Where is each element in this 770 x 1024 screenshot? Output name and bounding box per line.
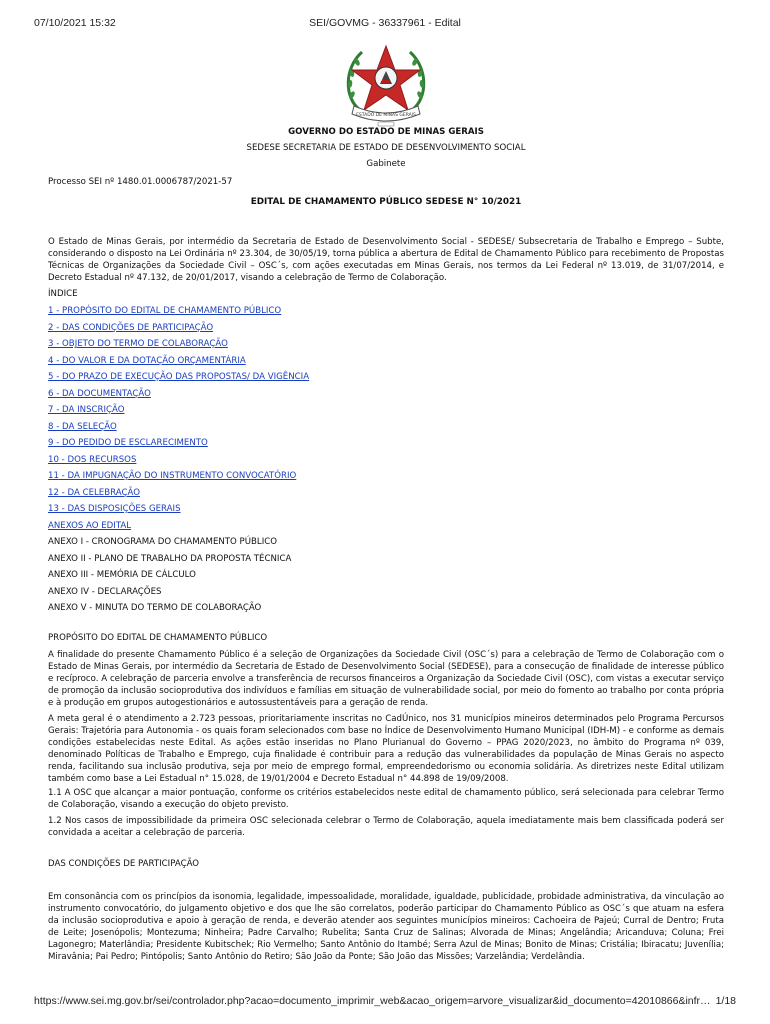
print-datetime: 07/10/2021 15:32 <box>34 17 116 29</box>
annex-item: ANEXO II - PLANO DE TRABALHO DA PROPOSTA TÉCNICA <box>48 553 292 564</box>
annex-item: ANEXO IV - DECLARAÇÕES <box>48 586 162 597</box>
government-name: GOVERNO DO ESTADO DE MINAS GERAIS <box>288 127 484 137</box>
index-link-13[interactable]: 13 - DAS DISPOSIÇÕES GERAIS <box>48 504 181 514</box>
print-page-title: SEI/GOVMG - 36337961 - Edital <box>309 17 461 29</box>
print-footer <box>0 995 770 1015</box>
index-list <box>48 303 724 617</box>
index-link-2[interactable]: 2 - DAS CONDIÇÕES DE PARTICIPAÇÃO <box>48 322 214 333</box>
process-number: Processo SEI nº 1480.01.0006787/2021-57 <box>48 177 233 187</box>
index-heading: ÍNDICE <box>48 289 78 299</box>
section1-clause-1-2: 1.2 Nos casos de impossibilidade da primeira OSC selecionada celebrar o Termo de Colaboração, aquela imediatamente mais bem classificada poderá ser convidada a aceitar a celebração de parceria. <box>48 816 724 838</box>
secretariat-name: SEDESE SECRETARIA DE ESTADO DE DESENVOLVIMENTO SOCIAL <box>246 143 526 153</box>
annex-item: ANEXO V - MINUTA DO TERMO DE COLABORAÇÃO <box>48 603 262 613</box>
section1-paragraph: A meta geral é o atendimento a 2.723 pessoas, prioritariamente inscritas no CadÚnico, nos 31 municípios mineiros determinados pelo Programa Percursos Gerais: Trajetória para Autonomia - os quais foram selecionados com base no Índice de Desenvolvimento Humano Municipal (IDH-M) - e conforme as demais condições estabelecidas neste Edital. As ações estão inseridas no Plano Plurianual do Governo – PPAG 2020/2023, no âmbito do Programa nº 039, denominado Políticas de Trabalho e Emprego, cuja finalidade é contribuir para a redução das vulnerabilidades da população de Minas Gerais no aspecto renda, facilitando sua inclusão produtiva, seja por meio de emprego formal, empreendedorismo ou economia solidária. As diretrizes neste Edital utilizam também como base a Lei Estadual n° 15.028, de 19/01/2004 e Decreto Estadual n° 44.898 de 19/09/2008. <box>48 714 724 784</box>
section2-title: DAS CONDIÇÕES DE PARTICIPAÇÃO <box>48 859 200 869</box>
annex-item: ANEXO III - MEMÓRIA DE CÁLCULO <box>48 570 196 580</box>
index-link-1[interactable]: 1 - PROPÓSITO DO EDITAL DE CHAMAMENTO PÚBLICO <box>48 306 282 316</box>
print-header <box>0 0 770 40</box>
index-link-7[interactable]: 7 - DA INSCRIÇÃO <box>48 405 125 415</box>
office-name: Gabinete <box>366 159 406 169</box>
index-link-9[interactable]: 9 - DO PEDIDO DE ESCLARECIMENTO <box>48 438 208 448</box>
annex-item: ANEXO I - CRONOGRAMA DO CHAMAMENTO PÚBLICO <box>48 537 278 547</box>
index-link-11[interactable]: 11 - DA IMPUGNAÇÃO DO INSTRUMENTO CONVOCATÓRIO <box>48 471 297 481</box>
section1-paragraph: A finalidade do presente Chamamento Público é a seleção de Organizações da Sociedade Civil (OSC´s) para a celebração de Termo de Colaboração com o Estado de Minas Gerais, por intermédio da Secretaria de Estado de Desenvolvimento Social (SEDESE), para a consecução de finalidade de interesse público e recíproco. A celebração de parceria envolve a transferência de recursos financeiros a Organização da Sociedade Civil (OSC), com vistas a executar serviço de promoção da inclusão socioprodutiva dos indivíduos e famílias em situação de vulnerabilidade social, por meio do fomento ao trabalho por conta própria e à produção em grupos autogestionários e autossustentáveis para a geração de renda. <box>48 650 724 708</box>
state-coat-of-arms-icon <box>338 40 434 130</box>
section1-title: PROPÓSITO DO EDITAL DE CHAMAMENTO PÚBLICO <box>48 633 268 643</box>
index-link-annexes[interactable]: ANEXOS AO EDITAL <box>48 520 132 531</box>
print-url: https://www.sei.mg.gov.br/sei/controlador.php?acao=documento_imprimir_web&acao_origem=arvore_visualizar&id_documento=42010866&infr… <box>34 995 711 1007</box>
index-link-3[interactable]: 3 - OBJETO DO TERMO DE COLABORAÇÃO <box>48 339 228 349</box>
intro-paragraph: O Estado de Minas Gerais, por intermédio da Secretaria de Estado de Desenvolvimento Social - SEDESE/ Subsecretaria de Trabalho e Emprego – Subte, considerando o disposto na Lei Ordinária nº 23.304, de 30/05/19, torna pública a abertura de Edital de Chamamento Público para recebimento de Propostas Técnicas de Organizações da Sociedade Civil – OSC´s, com ações executadas em Minas Gerais, nos termos da Lei Federal nº 13.019, de 31/07/2014, e Decreto Estadual nº 47.132, de 20/01/2017, visando a celebração de Termo de Colaboração. <box>48 237 724 283</box>
index-link-10[interactable]: 10 - DOS RECURSOS <box>48 454 137 465</box>
svg-text:ESTADO DE MINAS GERAIS: ESTADO DE MINAS GERAIS <box>356 113 416 118</box>
page-counter: 1/18 <box>715 995 736 1007</box>
document-title: EDITAL DE CHAMAMENTO PÚBLICO SEDESE N° 10/2021 <box>250 197 522 207</box>
index-link-12[interactable]: 12 - DA CELEBRAÇÃO <box>48 487 140 498</box>
section2-paragraph: Em consonância com os princípios da isonomia, legalidade, impessoalidade, moralidade, igualdade, publicidade, probidade administrativa, da vinculação ao instrumento convocatório, do julgamento objetivo e dos que lhe são correlatos, poderão participar do Chamamento Público as OSC´s que atuam na esfera da inclusão socioprodutiva e apoio à geração de renda, e deverão atender aos seguintes municípios mineiros: Cachoeira de Pajeú; Curral de Dentro; Fruta de Leite; Josenópolis; Montezuma; Ninheira; Padre Carvalho; Rubelita; Santa Cruz de Salinas; Alvorada de Minas; Angelândia; Aricanduva; Coluna; Frei Lagonegro; Materlândia; Presidente Kubitschek; Rio Vermelho; Santo Antônio do Itambé; Serra Azul de Minas; Bonito de Minas; Cristália; Ibiracatu; Juvenília; Miravânia; Pai Pedro; Pintópolis; Santo Antônio do Retiro; São João da Ponte; São João das Missões; Varzelândia; Verdelândia. <box>48 892 724 962</box>
index-link-8[interactable]: 8 - DA SELEÇÃO <box>48 421 117 432</box>
section1-clause-1-1: 1.1 A OSC que alcançar a maior pontuação, conforme os critérios estabelecidos neste edital de chamamento público, será selecionada para celebrar Termo de Colaboração, visando a execução do objeto previsto. <box>48 788 724 810</box>
index-link-5[interactable]: 5 - DO PRAZO DE EXECUÇÃO DAS PROPOSTAS/ DA VIGÊNCIA <box>48 372 310 382</box>
index-link-6[interactable]: 6 - DA DOCUMENTAÇÃO <box>48 388 151 399</box>
index-link-4[interactable]: 4 - DO VALOR E DA DOTAÇÃO ORÇAMENTÁRIA <box>48 355 246 366</box>
